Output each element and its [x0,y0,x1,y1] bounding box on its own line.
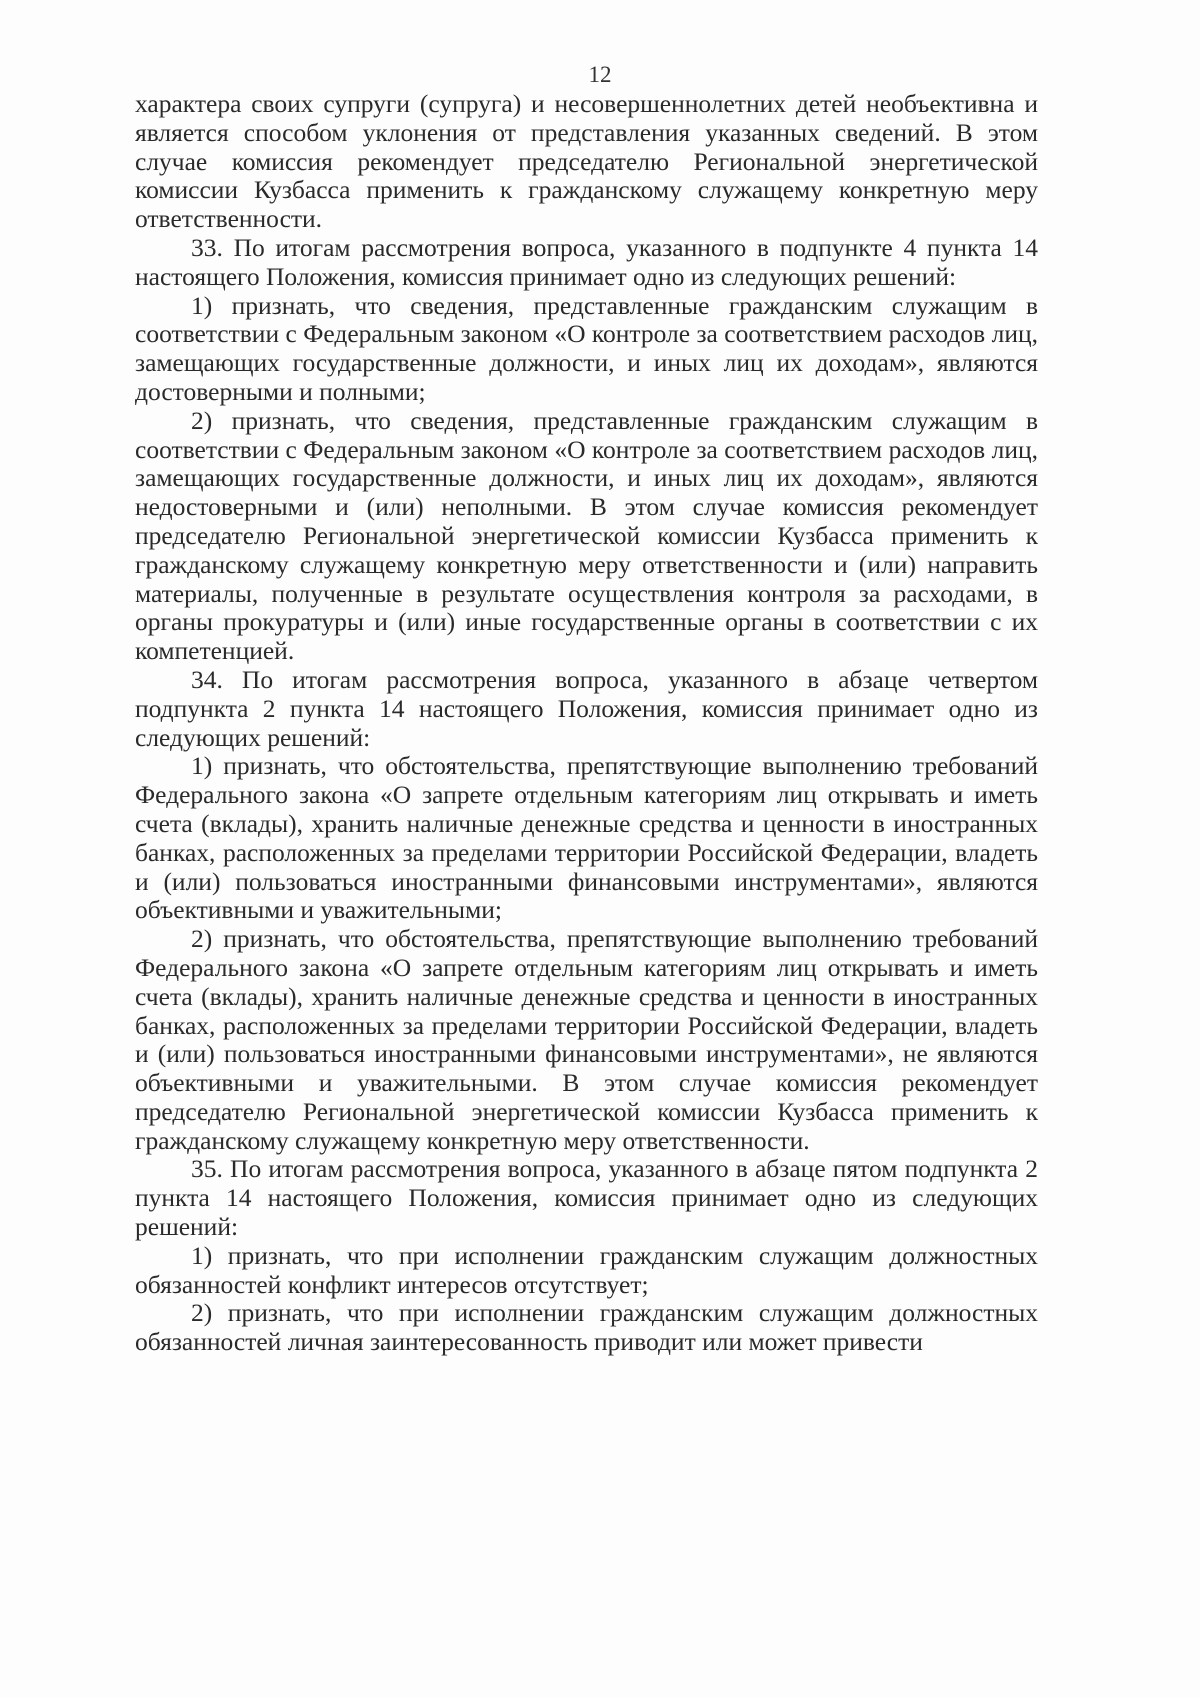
paragraph-item-35-2: 2) признать, что при исполнении гражданским служащим должностных обязанностей личная заинтересованность приводит или может привести [135,1298,1038,1357]
paragraph-item-33-2: 2) признать, что сведения, представленные гражданским служащим в соответствии с Федеральным законом «О контроле за соответствием расходов лиц, замещающих государственные должности, и иных лиц их доходам», являются недостоверными и (или) неполными. В этом случае комиссия рекомендует председателю Региональной энергетической комиссии Кузбасса применить к гражданскому служащему конкретную меру ответственности и (или) направить материалы, полученные в результате осуществления контроля за расходами, в органы прокуратуры и (или) иные государственные органы в соответствии с их компетенцией. [135,405,1038,666]
page-number: 12 [588,62,612,87]
paragraph-item-33-1: 1) признать, что сведения, представленные гражданским служащим в соответствии с Федеральным законом «О контроле за соответствием расходов лиц, замещающих государственные должности, и иных лиц их доходам», являются достоверными и полными; [135,290,1038,406]
paragraph-item-34-1: 1) признать, что обстоятельства, препятствующие выполнению требований Федерального закона «О запрете отдельным категориям лиц открывать и иметь счета (вклады), хранить наличные денежные средства и ценности в иностранных банках, расположенных за пределами территории Российской Федерации, владеть и (или) пользоваться иностранными финансовыми инструментами», являются объективными и уважительными; [135,751,1038,925]
paragraph-item-35: 35. По итогам рассмотрения вопроса, указанного в абзаце пятом подпункта 2 пункта 14 настоящего Положения, комиссия принимает одно из следующих решений: [135,1154,1038,1242]
document-body [135,90,1038,1357]
paragraph-item-34-2: 2) признать, что обстоятельства, препятствующие выполнению требований Федерального закона «О запрете отдельным категориям лиц открывать и иметь счета (вклады), хранить наличные денежные средства и ценности в иностранных банках, расположенных за пределами территории Российской Федерации, владеть и (или) пользоваться иностранными финансовыми инструментами», не являются объективными и уважительными. В этом случае комиссия рекомендует председателю Региональной энергетической комиссии Кузбасса применить к гражданскому служащему конкретную меру ответственности. [135,924,1038,1155]
paragraph-item-34: 34. По итогам рассмотрения вопроса, указанного в абзаце четвертом подпункта 2 пункта 14 настоящего Положения, комиссия принимает одно из следующих решений: [135,664,1038,752]
paragraph-item-33: 33. По итогам рассмотрения вопроса, указанного в подпункте 4 пункта 14 настоящего Положения, комиссия принимает одно из следующих решений: [135,232,1038,291]
paragraph-continuation: характера своих супруги (супруга) и несовершеннолетних детей необъективна и является способом уклонения от представления указанных сведений. В этом случае комиссия рекомендует председателю Региональной энергетической комиссии Кузбасса применить к гражданскому служащему конкретную меру ответственности. [135,89,1038,234]
paragraph-item-35-1: 1) признать, что при исполнении гражданским служащим должностных обязанностей конфликт интересов отсутствует; [135,1240,1038,1299]
